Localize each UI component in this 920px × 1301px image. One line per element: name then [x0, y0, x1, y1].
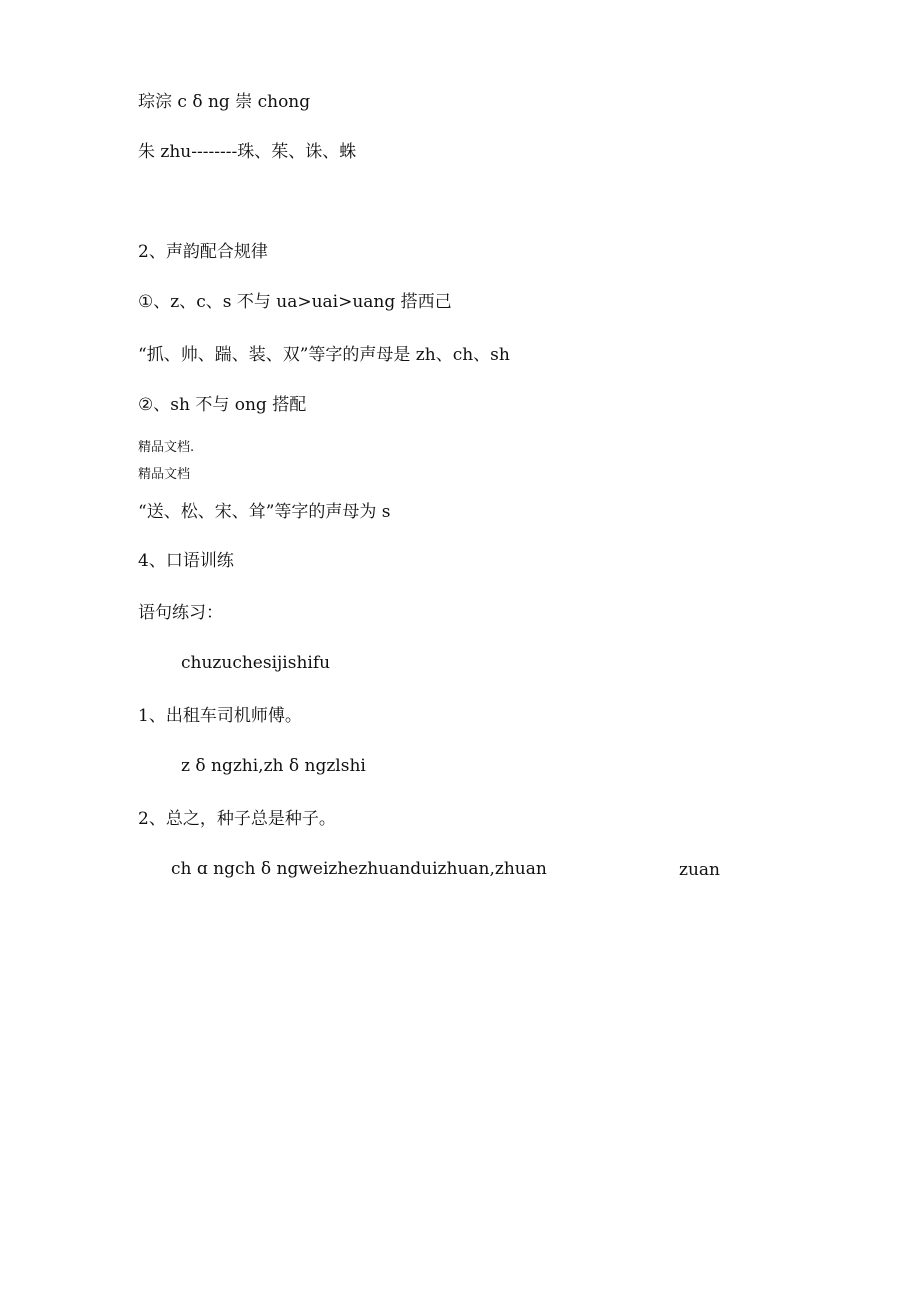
text-line-zhu: 朱 zhu--------珠、茱、诛、蛛 [138, 142, 357, 162]
rule-2: ②、sh 不与 ong 搭配 [138, 395, 307, 415]
text-line-cong-chong: 琮淙 c δ ng 崇 chong [138, 92, 311, 112]
sentence-2: 2、总之，种子总是种子。 [138, 809, 336, 829]
rule-1-example: “抓、帅、踹、装、双”等字的声母是 zh、ch、sh [138, 345, 510, 365]
sentence-practice-label: 语句练习： [138, 603, 223, 623]
rule-2-example: “送、松、宋、耸”等字的声母为 s [138, 502, 391, 522]
watermark-line-2: 精品文档 [138, 467, 191, 482]
rule-1: ①、z、c、s 不与 ua>uai>uang 搭西己 [138, 292, 452, 312]
pinyin-line-1: chuzuchesijishifu [181, 653, 331, 673]
pinyin-line-3-right: zuan [679, 860, 720, 880]
pinyin-line-3: ch ɑ ngch δ ngweizhezhuanduizhuan,zhuan [171, 859, 547, 879]
sentence-1: 1、出租车司机师傅。 [138, 706, 302, 726]
pinyin-line-2: z δ ngzhi,zh δ ngzlshi [181, 756, 366, 776]
watermark-line-1: 精品文档. [138, 440, 195, 455]
section-heading-oral-training: 4、口语训练 [138, 551, 234, 571]
section-heading-initial-final-rules: 2、声韵配合规律 [138, 242, 268, 262]
